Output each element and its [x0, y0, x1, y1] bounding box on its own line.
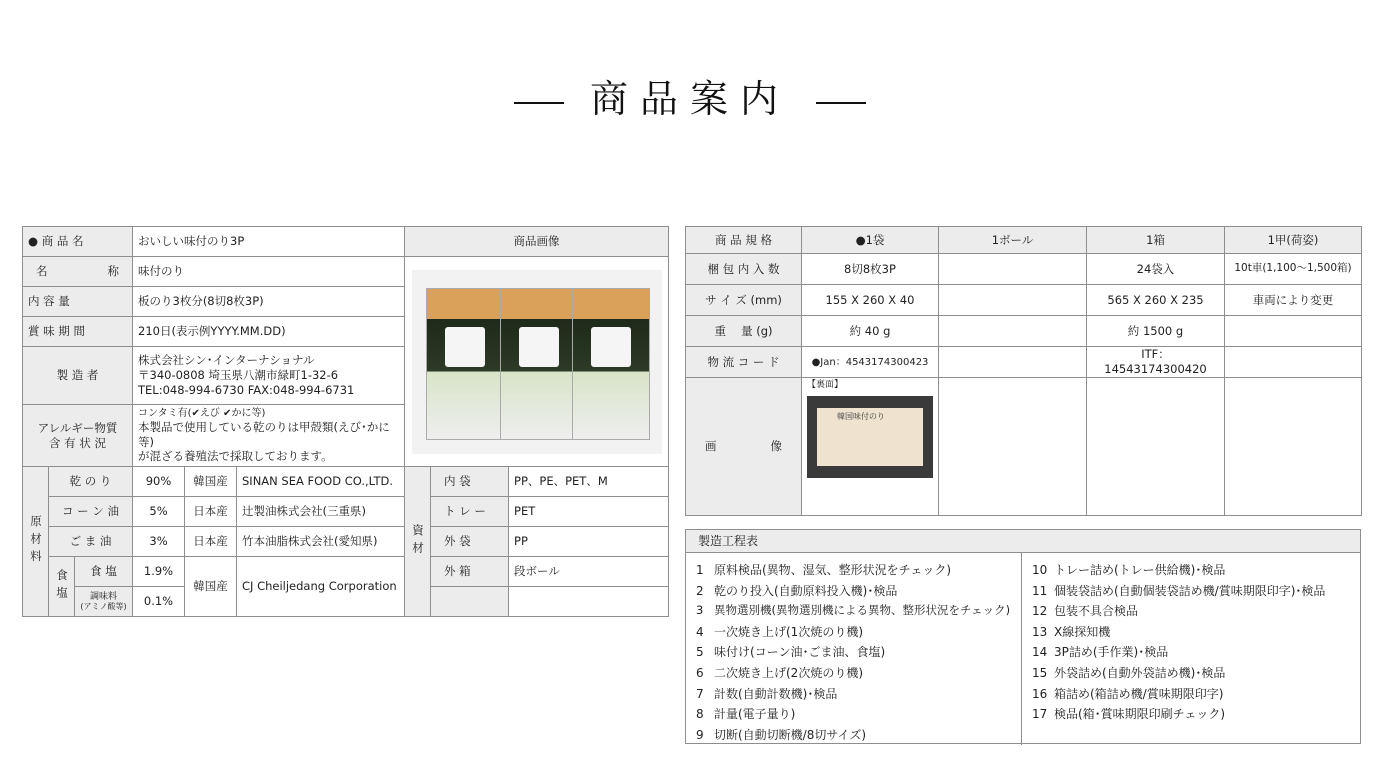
process-step: 5 味付け(コーン油･ごま油、食塩): [696, 645, 886, 660]
process-step: 8 計量(電子量り): [696, 707, 796, 722]
packaging-name: 内 袋: [431, 467, 509, 497]
seasoning-pct: 0.1%: [133, 587, 185, 617]
spec-cell: [939, 285, 1087, 316]
material-supplier: 竹本油脂株式会社(愛知県): [237, 527, 405, 557]
shelf-life-value: 210日(表示例YYYY.MM.DD): [133, 317, 405, 347]
content-label: 内 容 量: [23, 287, 133, 317]
packaging-value: 段ボール: [509, 557, 669, 587]
packaging-empty: [431, 587, 509, 617]
spec-cell: [939, 316, 1087, 347]
spec-cell: 24袋入: [1087, 254, 1225, 285]
process-step: 7 計数(自動計数機)･検品: [696, 686, 838, 701]
back-photo: [807, 396, 933, 478]
content-value: 板のり3枚分(8切8枚3P): [133, 287, 405, 317]
spec-cell: [939, 254, 1087, 285]
process-step: 4 一次焼き上げ(1次焼のり機): [696, 624, 863, 639]
material-pct: 5%: [133, 497, 185, 527]
spec-cell: 155 X 260 X 40: [802, 285, 939, 316]
process-step: 9 切断(自動切断機/8切サイズ): [696, 727, 867, 742]
process-step: 11 個装袋詰め(自動個装袋詰め機/賞味期限印字)･検品: [1032, 583, 1326, 598]
material-supplier: SINAN SEA FOOD CO.,LTD.: [237, 467, 405, 497]
packaging-name: 外 袋: [431, 527, 509, 557]
process-step: 17 検品(箱･賞味期限印刷チェック): [1032, 707, 1226, 722]
spec-cell: ●Jan：4543174300423: [802, 347, 939, 378]
allergy-value: コンタミ有(✔えび ✔かに等) 本製品で使用している乾のりは甲殻類(えび･かに等) が混ざる養殖法で採取しております。: [133, 405, 405, 467]
packaging-value: PET: [509, 497, 669, 527]
spec-cell: [939, 347, 1087, 378]
spec-header: 商 品 規 格: [686, 227, 802, 254]
spec-header: 1ボール: [939, 227, 1087, 254]
process-step: 12 包装不具合検品: [1032, 604, 1139, 619]
salt-origin: 韓国産: [185, 557, 237, 617]
process-table: [685, 529, 1361, 744]
spec-row-label: 重 量 (g): [686, 316, 802, 347]
name-value: 味付のり: [133, 257, 405, 287]
product-name-label: ● 商 品 名: [23, 227, 133, 257]
process-step: 10 トレー詰め(トレー供給機)･検品: [1032, 563, 1226, 577]
spec-cell: [1087, 378, 1225, 516]
spec-header: ●1袋: [802, 227, 939, 254]
packaging-empty-value: [509, 587, 669, 617]
spec-cell: 約 1500 g: [1087, 316, 1225, 347]
title-dash-left: [514, 102, 564, 104]
maker-value: 株式会社シン･インターナショナル 〒340-0808 埼玉県八潮市緑町1-32-6 TEL:048-994-6730 FAX:048-994-6731: [133, 347, 405, 405]
spec-header: 1箱: [1087, 227, 1225, 254]
image-row-label: 画 像: [686, 378, 802, 516]
packaging-name: ト レ ー: [431, 497, 509, 527]
process-step: 3 異物選別機(異物選別機による異物、整形状況をチェック): [696, 603, 1011, 618]
spec-cell: 565 X 260 X 235: [1087, 285, 1225, 316]
name-label: 名 称: [23, 257, 133, 287]
page-title: [0, 68, 1380, 123]
process-step: 14 3P詰め(手作業)･検品: [1032, 645, 1169, 660]
page-title-text: 商品案内: [589, 77, 790, 121]
packaging-value: PP: [509, 527, 669, 557]
back-photo-text: 韓国味付のり: [837, 411, 885, 421]
product-image-cell: [405, 257, 669, 467]
allergy-label: アレルギー物質 含 有 状 況: [23, 405, 133, 467]
process-step: 16 箱詰め(箱詰め機/賞味期限印字): [1032, 686, 1224, 701]
process-step: 2 乾のり投入(自動原料投入機)･検品: [696, 583, 898, 598]
spec-cell: 10t車(1,100～1,500箱): [1225, 254, 1362, 285]
salt-group-label: 食塩: [49, 557, 75, 617]
salt-pct: 1.9%: [133, 557, 185, 587]
product-name-value: おいしい味付のり3P: [133, 227, 405, 257]
shelf-life-label: 賞 味 期 間: [23, 317, 133, 347]
salt-supplier: CJ Cheiljedang Corporation: [237, 557, 405, 617]
spec-cell: [1225, 378, 1362, 516]
process-step: 1 原料検品(異物、湿気、整形状況をチェック): [696, 563, 952, 577]
process-title: 製造工程表: [686, 530, 1360, 553]
packaging-group-label: 資材: [405, 467, 431, 617]
packaging-value: PP、PE、PET、M: [509, 467, 669, 497]
material-name: コ ー ン 油: [49, 497, 133, 527]
title-dash-right: [816, 102, 866, 104]
spec-cell: ITF：14543174300420: [1087, 347, 1225, 378]
spec-row-label: 物 流 コ ー ド: [686, 347, 802, 378]
back-image-label: 【裏面】: [807, 380, 844, 390]
material-supplier: 辻製油株式会社(三重県): [237, 497, 405, 527]
spec-row-label: サ イ ズ (mm): [686, 285, 802, 316]
material-name: 乾 の り: [49, 467, 133, 497]
process-column-1: [686, 553, 1022, 745]
spec-header: 1甲(荷姿): [1225, 227, 1362, 254]
spec-cell: [939, 378, 1087, 516]
maker-label: 製 造 者: [23, 347, 133, 405]
spec-cell: 8切8枚3P: [802, 254, 939, 285]
spec-cell: [1225, 347, 1362, 378]
spec-cell: 約 40 g: [802, 316, 939, 347]
salt-name: 食 塩: [75, 557, 133, 587]
product-info-table: [22, 226, 669, 617]
product-photo: [412, 270, 662, 454]
spec-cell: 車両により変更: [1225, 285, 1362, 316]
process-step: 6 二次焼き上げ(2次焼のり機): [696, 665, 863, 680]
back-image-cell: [802, 378, 939, 516]
process-column-2: [1022, 553, 1360, 745]
material-origin: 韓国産: [185, 467, 237, 497]
seasoning-name: 調味料 (アミノ酸等): [75, 587, 133, 617]
packaging-name: 外 箱: [431, 557, 509, 587]
process-step: 13 X線探知機: [1032, 624, 1111, 639]
material-origin: 日本産: [185, 497, 237, 527]
material-pct: 3%: [133, 527, 185, 557]
process-step: 15 外袋詰め(自動外袋詰め機)･検品: [1032, 665, 1226, 680]
material-origin: 日本産: [185, 527, 237, 557]
materials-group-label: 原材料: [23, 467, 49, 617]
material-name: ご ま 油: [49, 527, 133, 557]
material-pct: 90%: [133, 467, 185, 497]
spec-table: [685, 226, 1362, 516]
spec-row-label: 梱 包 内 入 数: [686, 254, 802, 285]
spec-cell: [1225, 316, 1362, 347]
product-image-header: 商品画像: [405, 227, 669, 257]
